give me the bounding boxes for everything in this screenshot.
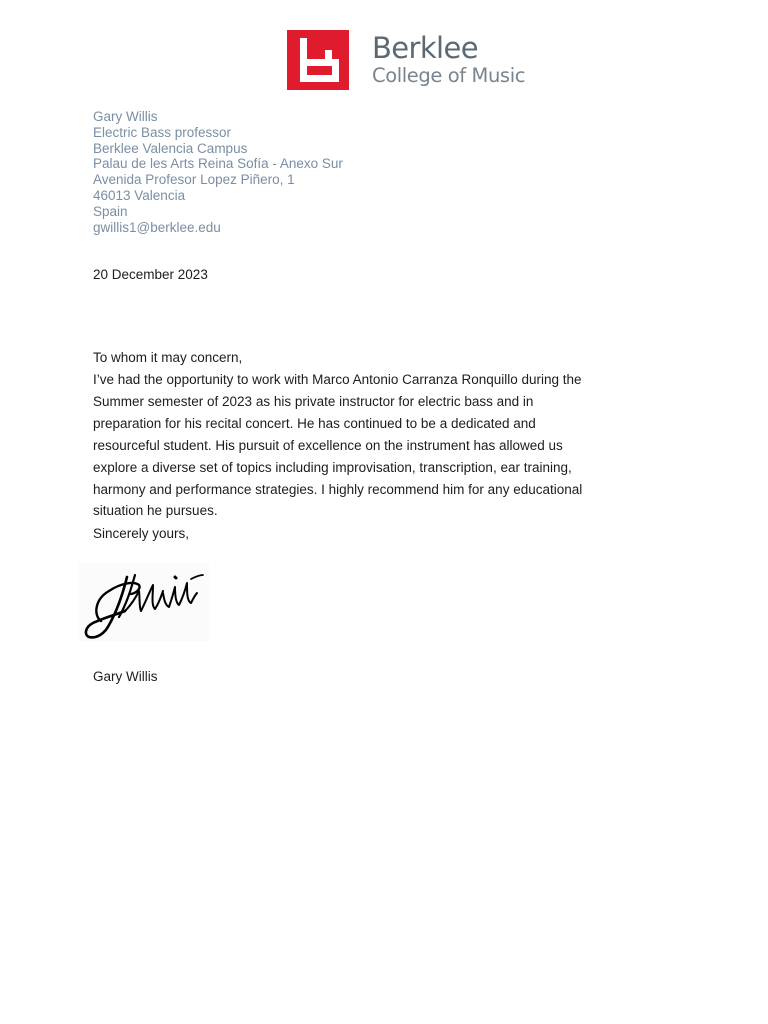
sender-title: Electric Bass professor xyxy=(93,124,232,140)
letter-closing: Sincerely yours, xyxy=(93,526,190,541)
sender-postal-city: 46013 Valencia xyxy=(93,187,186,203)
sender-campus: Berklee Valencia Campus xyxy=(93,140,248,156)
sender-building: Palau de les Arts Reina Sofía - Anexo Sur xyxy=(93,156,343,172)
letter-date: 20 December 2023 xyxy=(93,267,208,282)
sender-name: Gary Willis xyxy=(93,109,158,124)
berklee-wordmark xyxy=(372,31,525,88)
sender-country: Spain xyxy=(93,203,128,219)
signature-drawing xyxy=(79,563,209,641)
letter-salutation: To whom it may concern, xyxy=(93,350,243,365)
wordmark-subtitle: College of Music xyxy=(372,64,526,87)
berklee-logo-icon xyxy=(287,30,349,90)
handwritten-signature xyxy=(79,563,209,641)
sender-street: Avenida Profesor Lopez Piñero, 1 xyxy=(93,172,295,188)
sender-address-block xyxy=(93,109,343,235)
sender-email: gwillis1@berklee.edu xyxy=(93,219,221,235)
berklee-logo-mark-svg xyxy=(287,30,349,90)
wordmark-name: Berklee xyxy=(372,31,478,65)
signer-name: Gary Willis xyxy=(93,669,158,684)
letter-body: I’ve had the opportunity to work with Marco Antonio Carranza Ronquillo during the Summer semester of 2023 as his private instructor for electric bass and in preparation for his recital concert. He has continued to be a dedicated and resourceful student. His pursuit of excellence on the instrument has allowed us explore a diverse set of topics including improvisation, transcription, ear training, harmony and performance strategies. I highly recommend him for any educational situation he pursues. xyxy=(93,372,583,519)
